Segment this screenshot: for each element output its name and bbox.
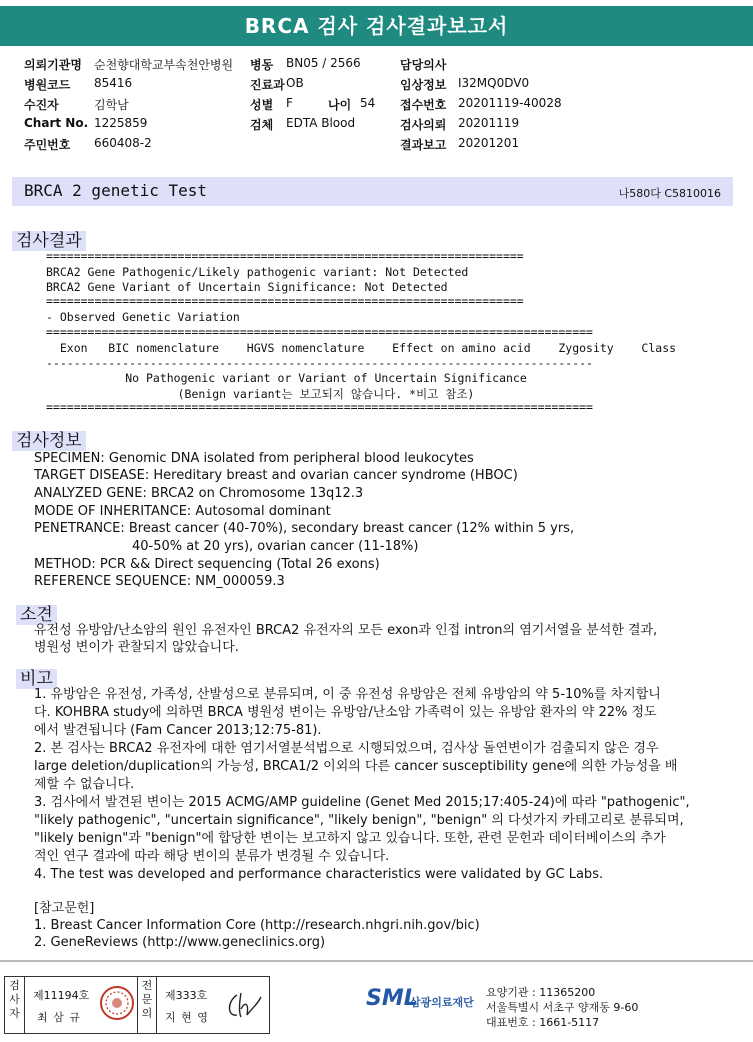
label-request-date: 검사의뢰 bbox=[400, 118, 447, 132]
label-hospital-code: 병원코드 bbox=[24, 78, 71, 92]
value-report-date: 20201201 bbox=[458, 136, 520, 150]
label-clinical-info: 임상정보 bbox=[400, 78, 447, 92]
logo-mark: SML bbox=[366, 986, 418, 1011]
signature-box bbox=[4, 976, 270, 1034]
label-chart-no: Chart No. bbox=[24, 116, 89, 130]
no-variant-line: No Pathogenic variant or Variant of Uncertain Significance bbox=[125, 371, 527, 385]
seal-stamp bbox=[99, 985, 135, 1021]
remarks-body bbox=[34, 686, 746, 884]
info-method: METHOD: PCR && Direct sequencing (Total 26 exons) bbox=[34, 557, 380, 572]
value-sex: F bbox=[286, 96, 293, 110]
finding-line-2: 병원성 변이가 관찰되지 않았습니다. bbox=[34, 640, 239, 655]
benign-note-line: (Benign variant는 보고되지 않습니다. *비고 참조) bbox=[177, 387, 475, 401]
label-report-date: 결과보고 bbox=[400, 138, 447, 152]
remark-line: 1. 유방암은 유전성, 가족성, 산발성으로 분류되며, 이 중 유전성 유방암은 전체 유방암의 약 5-10%를 차지합니 bbox=[34, 687, 661, 702]
info-analyzed-gene: ANALYZED GENE: BRCA2 on Chromosome 13q12.3 bbox=[34, 486, 364, 501]
specialist-name: 지 현 영 bbox=[165, 1011, 209, 1024]
test-code: 나580다 C5810016 bbox=[618, 187, 721, 200]
result-pathogenic: BRCA2 Gene Pathogenic/Likely pathogenic variant: Not Detected bbox=[46, 265, 469, 279]
remark-line: 다. KOHBRA study에 의하면 BRCA 병원성 변이는 유방암/난소암 가족력이 있는 유방암 환자의 약 22% 정도 bbox=[34, 705, 657, 720]
remarks-heading: 비고 bbox=[16, 664, 57, 689]
references-heading: [참고문헌] bbox=[34, 901, 95, 916]
result-sep-4: ------------------------------------------------------------------------------- bbox=[46, 356, 593, 370]
report-title: BRCA 검사 검사결과보고서 bbox=[0, 6, 753, 46]
tester-license: 제11194호 bbox=[33, 989, 90, 1002]
info-heading: 검사정보 bbox=[12, 426, 86, 451]
observed-variation-label: - Observed Genetic Variation bbox=[46, 310, 240, 324]
info-specimen: SPECIMEN: Genomic DNA isolated from peripheral blood leukocytes bbox=[34, 451, 474, 466]
value-ward: BN05 / 2566 bbox=[286, 56, 361, 70]
sml-logo bbox=[366, 986, 486, 1026]
tester-name: 최 삼 규 bbox=[37, 1011, 81, 1024]
label-department: 진료과 bbox=[250, 78, 285, 92]
remark-line: 에서 발견됩니다 (Fam Cancer 2013;12:75-81). bbox=[34, 723, 322, 738]
label-resident-no: 주민번호 bbox=[24, 138, 71, 152]
value-hospital-code: 85416 bbox=[94, 76, 133, 90]
test-name: BRCA 2 genetic Test bbox=[24, 181, 208, 200]
remark-line: 적인 연구 결과에 따라 해당 변이의 분류가 변경될 수 있습니다. bbox=[34, 849, 390, 864]
value-patient: 김학남 bbox=[94, 98, 129, 112]
label-hospital: 의뢰기관명 bbox=[24, 58, 82, 72]
logo-text: 삼광의료재단 bbox=[410, 996, 474, 1009]
result-vus: BRCA2 Gene Variant of Uncertain Significance: Not Detected bbox=[46, 280, 448, 294]
label-sex: 성별 bbox=[250, 98, 274, 112]
remark-line: 4. The test was developed and performance characteristics were validated by GC Labs. bbox=[34, 867, 604, 882]
info-target-disease: TARGET DISEASE: Hereditary breast and ovarian cancer syndrome (HBOC) bbox=[34, 468, 518, 483]
org-code: 요양기관 : 11365200 bbox=[486, 986, 596, 999]
info-inheritance: MODE OF INHERITANCE: Autosomal dominant bbox=[34, 504, 331, 519]
variation-table-header: Exon BIC nomenclature HGVS nomenclature Effect on amino acid Zygosity Class bbox=[46, 341, 677, 355]
value-hospital: 순천향대학교부속천안병원 bbox=[94, 58, 234, 72]
value-age: 54 bbox=[360, 96, 376, 110]
finding-heading: 소견 bbox=[16, 600, 57, 625]
label-age: 나이 bbox=[328, 98, 352, 112]
value-department: OB bbox=[286, 76, 304, 90]
value-request-date: 20201119 bbox=[458, 116, 520, 130]
result-sep-2: ===================================================================== bbox=[46, 294, 524, 308]
patient-info bbox=[24, 56, 744, 156]
value-resident-no: 660408-2 bbox=[94, 136, 152, 150]
label-doctor: 담당의사 bbox=[400, 58, 447, 72]
result-heading: 검사결과 bbox=[12, 226, 86, 251]
remark-line: 제할 수 없습니다. bbox=[34, 777, 135, 792]
reference-bic[interactable]: 1. Breast Cancer Information Core (http://research.nhgri.nih.gov/bic) bbox=[34, 918, 480, 933]
label-receipt-no: 접수번호 bbox=[400, 98, 447, 112]
specialist-label: 전문의 bbox=[137, 977, 157, 1033]
result-sep-3: =============================================================================== bbox=[46, 325, 593, 339]
finding-line-1: 유전성 유방암/난소암의 원인 유전자인 BRCA2 유전자의 모든 exon과 인접 intron의 염기서열을 분석한 결과, bbox=[34, 623, 658, 638]
info-penetrance: PENETRANCE: Breast cancer (40-70%), secondary breast cancer (12% within 5 yrs, bbox=[34, 521, 575, 536]
remark-line: "likely pathogenic", "uncertain significance", "likely benign", "benign" 의 다섯가지 카테고리로 분류되며, bbox=[34, 813, 684, 828]
test-title-bar bbox=[12, 177, 733, 206]
specialist-license: 제333호 bbox=[165, 989, 208, 1002]
org-phone: 대표번호 : 1661-5117 bbox=[486, 1016, 600, 1029]
value-chart-no: 1225859 bbox=[94, 116, 148, 130]
value-receipt-no: 20201119-40028 bbox=[458, 96, 562, 110]
value-specimen: EDTA Blood bbox=[286, 116, 356, 130]
result-sep-5: =============================================================================== bbox=[46, 400, 593, 414]
remark-line: 3. 검사에서 발견된 변이는 2015 ACMG/AMP guideline (Genet Med 2015;17:405-24)에 따라 "pathogenic", bbox=[34, 795, 690, 810]
info-reference-sequence: REFERENCE SEQUENCE: NM_000059.3 bbox=[34, 574, 285, 589]
reference-genereviews[interactable]: 2. GeneReviews (http://www.geneclinics.org) bbox=[34, 935, 326, 950]
signature-mark bbox=[223, 987, 263, 1023]
org-address: 서울특별시 서초구 양재동 9-60 bbox=[486, 1001, 639, 1014]
remark-line: "likely benign"과 "benign"에 합당한 변이는 보고하지 않고 있습니다. 또한, 관련 문헌과 데이터베이스의 추가 bbox=[34, 831, 666, 846]
label-patient: 수진자 bbox=[24, 98, 59, 112]
tester-label: 검사자 bbox=[5, 977, 25, 1033]
info-penetrance-cont: 40-50% at 20 yrs), ovarian cancer (11-18%) bbox=[132, 539, 419, 554]
remark-line: 2. 본 검사는 BRCA2 유전자에 대한 염기서열분석법으로 시행되었으며, 검사상 돌연변이가 검출되지 않은 경우 bbox=[34, 741, 659, 756]
remark-line: large deletion/duplication의 가능성, BRCA1/2 이외의 다른 cancer susceptibility gene에 의한 가능성을 배 bbox=[34, 759, 678, 774]
label-specimen: 검체 bbox=[250, 118, 274, 132]
label-ward: 병동 bbox=[250, 58, 274, 72]
result-sep-1: ===================================================================== bbox=[46, 249, 524, 263]
value-clinical-info: I32MQ0DV0 bbox=[458, 76, 530, 90]
